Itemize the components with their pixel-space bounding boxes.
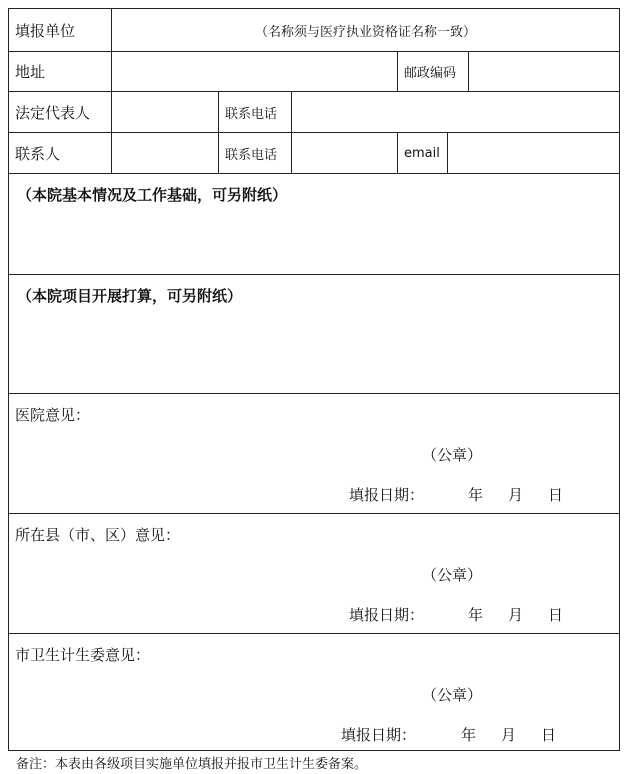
legal-rep-phone-field[interactable] <box>292 92 619 132</box>
city-opinion-label: 市卫生计生委意见： <box>15 646 151 664</box>
city-date-label: 填报日期： <box>341 726 417 744</box>
hospital-basic-note: （本院基本情况及工作基础，可另附纸） <box>17 186 288 204</box>
city-date-month: 月 <box>501 726 517 744</box>
county-date-month: 月 <box>508 606 524 624</box>
hospital-date-day: 日 <box>548 486 564 504</box>
county-opinion-label: 所在县（市、区）意见： <box>15 526 181 544</box>
legal-rep-phone-label: 联系电话 <box>219 92 292 132</box>
application-form <box>8 8 620 751</box>
contact-phone-field[interactable] <box>292 133 398 173</box>
row-unit <box>9 9 619 52</box>
city-date-year: 年 <box>461 726 477 744</box>
row-county-opinion[interactable] <box>9 514 619 634</box>
county-date-year: 年 <box>468 606 484 624</box>
city-seal-label: （公章） <box>422 686 483 704</box>
county-date-day: 日 <box>548 606 564 624</box>
hospital-date-label: 填报日期： <box>349 486 425 504</box>
row-address <box>9 52 619 92</box>
contact-field[interactable] <box>112 133 219 173</box>
row-contact <box>9 133 619 174</box>
legal-rep-field[interactable] <box>112 92 219 132</box>
hospital-date-month: 月 <box>508 486 524 504</box>
row-hospital-basic[interactable] <box>9 174 619 275</box>
unit-name-field[interactable]: （名称须与医疗执业资格证名称一致） <box>254 24 476 40</box>
city-date-day: 日 <box>541 726 557 744</box>
project-plan-note: （本院项目开展打算，可另附纸） <box>17 287 243 305</box>
email-field[interactable] <box>448 133 619 173</box>
county-seal-label: （公章） <box>422 566 483 584</box>
postcode-field[interactable] <box>469 52 619 91</box>
row-project-plan[interactable] <box>9 275 619 394</box>
row-legal-rep <box>9 92 619 133</box>
row-hospital-opinion[interactable] <box>9 394 619 514</box>
county-date-label: 填报日期： <box>349 606 425 624</box>
address-label: 地址 <box>9 52 112 91</box>
postcode-label: 邮政编码 <box>398 52 469 91</box>
hospital-opinion-label: 医院意见： <box>15 406 91 424</box>
footer-note: 备注：本表由各级项目实施单位填报并报市卫生计生委备案。 <box>16 757 368 772</box>
address-field[interactable] <box>112 52 398 91</box>
contact-label: 联系人 <box>9 133 112 173</box>
contact-phone-label: 联系电话 <box>219 133 292 173</box>
unit-label: 填报单位 <box>9 9 112 51</box>
hospital-date-year: 年 <box>468 486 484 504</box>
email-label: email <box>398 133 448 173</box>
row-city-opinion[interactable] <box>9 634 619 750</box>
legal-rep-label: 法定代表人 <box>9 92 112 132</box>
hospital-seal-label: （公章） <box>422 446 483 464</box>
